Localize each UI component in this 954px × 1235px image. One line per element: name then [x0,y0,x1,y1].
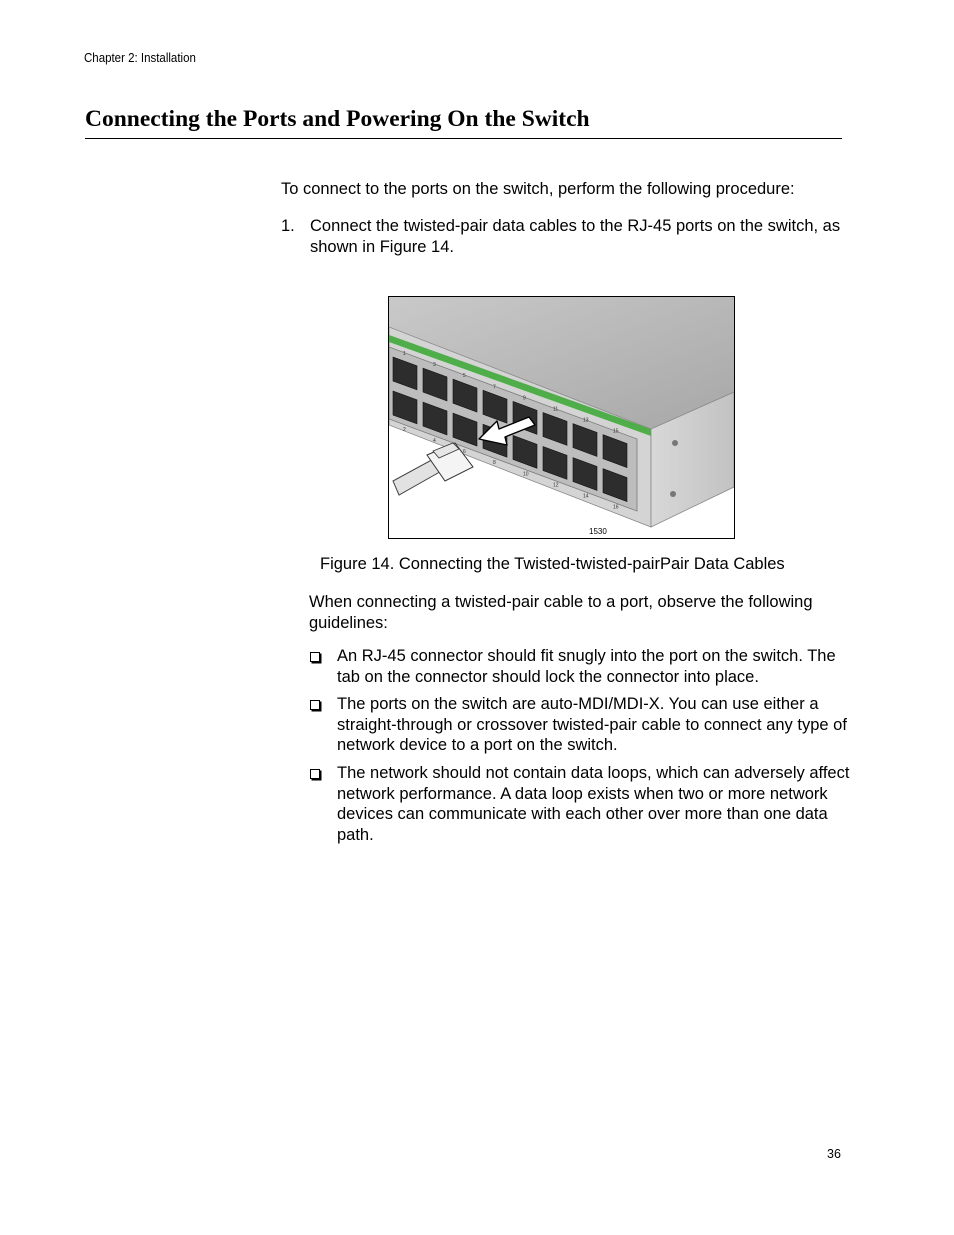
port-number-label: 5 [463,373,466,380]
screw-icon [670,491,676,497]
port-number-label: 1 [403,351,406,357]
port-number-label: 12 [553,482,559,489]
section-title: Connecting the Ports and Powering On the Switch [85,106,842,139]
port-number-label: 8 [493,460,496,467]
port-number-label: 11 [553,406,559,413]
checkbox-bullet-icon [310,769,320,779]
port-number-label: 10 [523,471,529,478]
guidelines-intro: When connecting a twisted-pair cable to a port, observe the following guidelines: [309,593,813,632]
port-number-label: 13 [583,417,589,424]
switch-illustration [389,297,734,538]
running-head: Chapter 2: Installation [84,51,196,65]
port-number-label: 9 [523,395,526,402]
figure-illustration [388,296,735,539]
step-number: 1. [281,217,295,235]
page-number: 36 [827,1147,841,1161]
port-number-label: 4 [433,437,436,444]
checkbox-bullet-icon [310,652,320,662]
port-number-label: 15 [613,428,619,435]
bullet-text: The ports on the switch are auto-MDI/MDI-X. You can use either a straight-through or crossover twisted-pair cable to connect any type of network device to a port on the switch. [337,695,847,754]
port-number-label: 7 [493,384,496,391]
port-number-label: 2 [403,426,406,433]
screw-icon [672,440,678,446]
intro-paragraph: To connect to the ports on the switch, perform the following procedure: [281,180,795,198]
bullet-text: The network should not contain data loops, which can adversely affect network performance. A data loop exists when two or more network devices can communicate with each other over more than one data path. [337,764,850,844]
port-number-label: 3 [433,362,436,369]
port-number-label: 14 [583,493,589,500]
bullet-text: An RJ-45 connector should fit snugly into the port on the switch. The tab on the connector should lock the connector into place. [337,647,836,686]
checkbox-bullet-icon [310,700,320,710]
port-number-label: 16 [613,504,619,511]
port-number-label: 6 [463,449,466,456]
art-number: 1530 [589,527,607,536]
step-text: Connect the twisted-pair data cables to the RJ-45 ports on the switch, as shown in Figure 14. [310,217,841,256]
figure-caption: Figure 14. Connecting the Twisted-twisted-pairPair Data Cables [320,555,785,573]
